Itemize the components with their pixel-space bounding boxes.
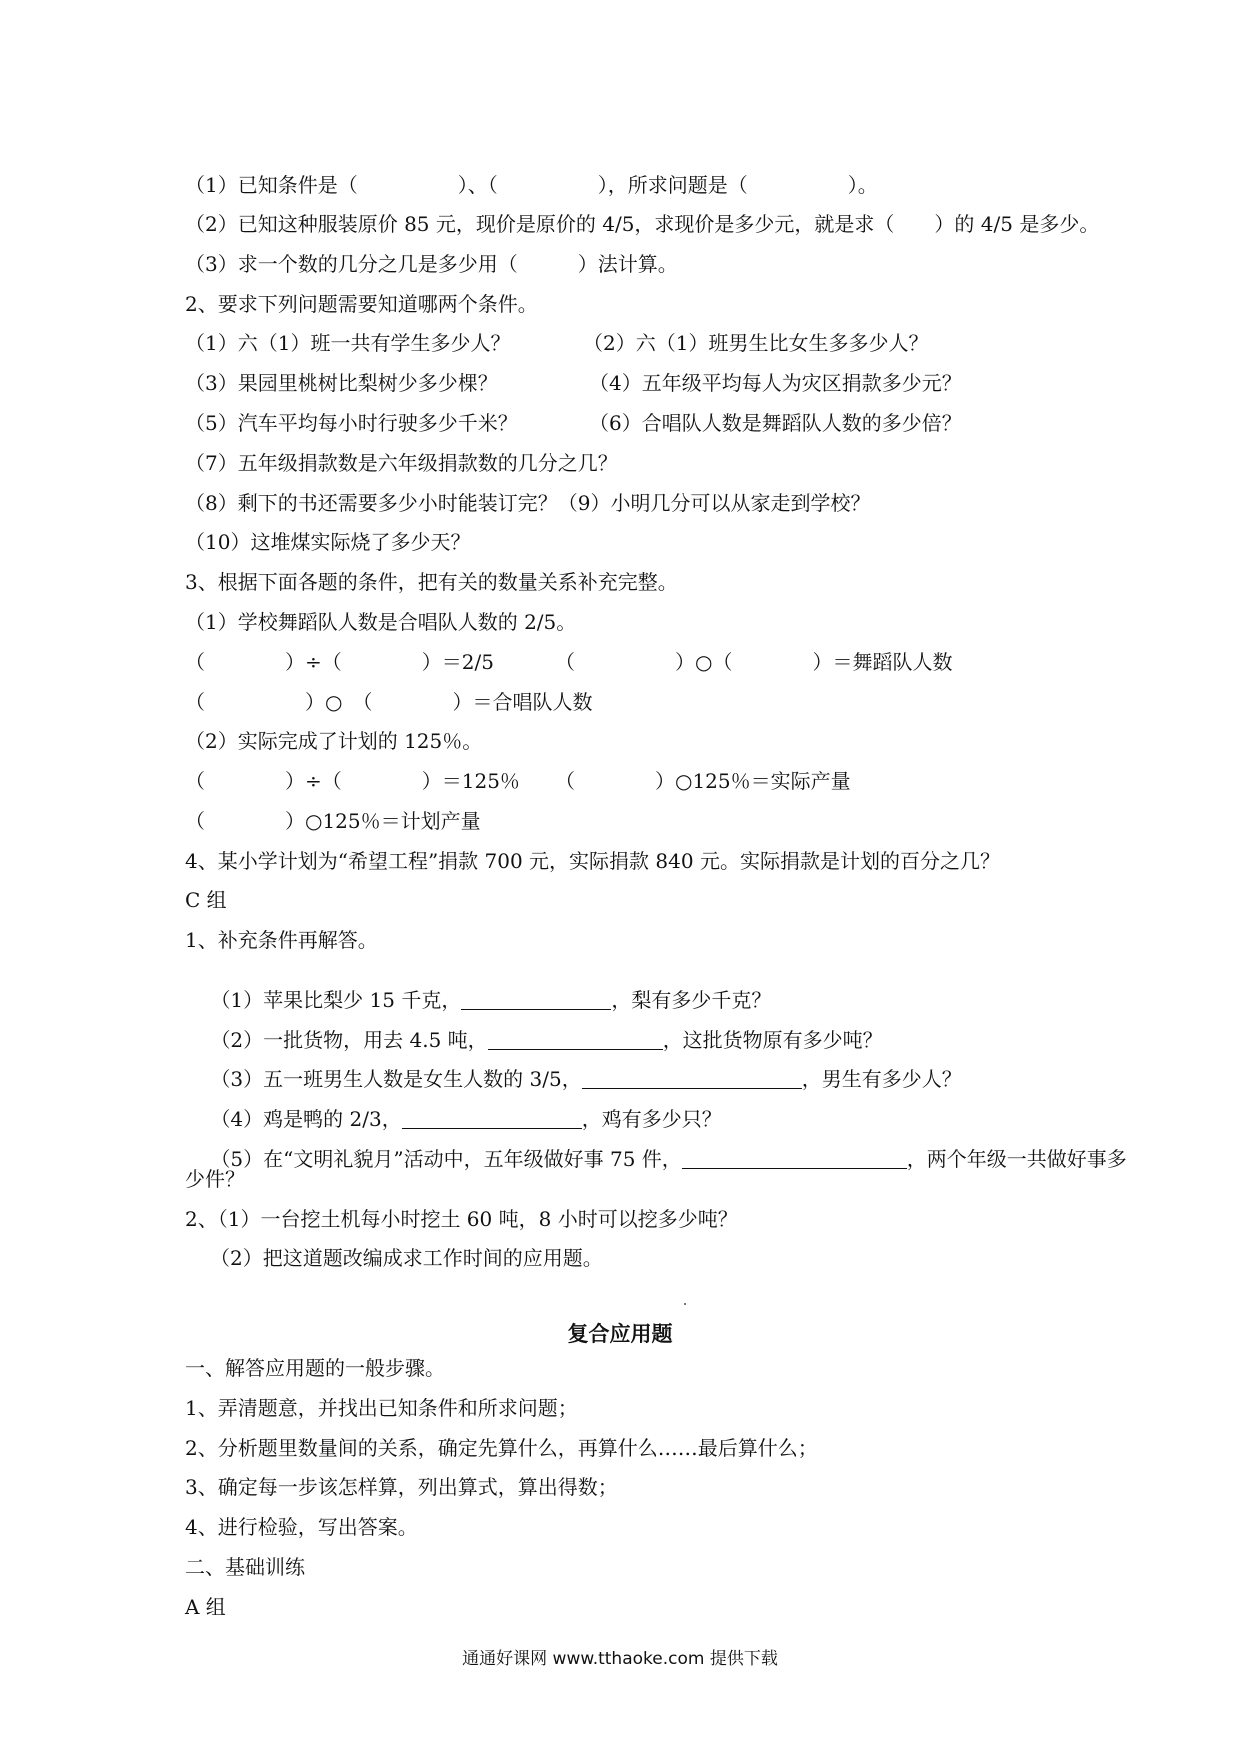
relation-line: （ ）÷（ ）＝2/5 <box>185 650 494 674</box>
question-text: ，鸡有多少只？ <box>581 1107 722 1131</box>
question-line: （2）实际完成了计划的 125％。 <box>185 729 483 753</box>
answer-blank <box>582 1070 802 1089</box>
question-line: （6）合唱队人数是舞蹈队人数的多少倍？ <box>589 411 962 435</box>
question-line: （1）学校舞蹈队人数是合唱队人数的 2/5。 <box>185 610 577 634</box>
question-line: （2）六（1）班男生比女生多多少人？ <box>583 331 929 355</box>
question-text: （1）苹果比梨少 15 千克， <box>210 988 462 1012</box>
question-line: 4、某小学计划为“希望工程”捐款 700 元，实际捐款 840 元。实际捐款是计划的百分之几？ <box>185 849 1000 873</box>
question-line: （1）已知条件是（ ）、（ ），所求问题是（ ）。 <box>185 173 878 197</box>
relation-line: （ ）○（ ）＝舞蹈队人数 <box>555 650 953 674</box>
question-text: （5）在“文明礼貌月”活动中，五年级做好事 75 件， <box>210 1147 682 1171</box>
question-text: （4）鸡是鸭的 2/3， <box>210 1107 402 1131</box>
question-text: ，梨有多少千克？ <box>611 988 772 1012</box>
question-line: （10）这堆煤实际烧了多少天？ <box>185 530 471 554</box>
relation-line: （ ）○125％＝计划产量 <box>185 809 481 833</box>
page-title: 复合应用题 <box>567 1321 673 1346</box>
relation-line: （ ）÷（ ）＝125％ <box>185 769 520 793</box>
question-line: （3）求一个数的几分之几是多少用（ ）法计算。 <box>185 252 678 276</box>
relation-line: （ ）○ （ ）＝合唱队人数 <box>185 690 593 714</box>
question-text: （3）五一班男生人数是女生人数的 3/5， <box>210 1067 582 1091</box>
section-heading: 一、解答应用题的一般步骤。 <box>185 1356 445 1380</box>
question-line: 2、（1）一台挖土机每小时挖土 60 吨，8 小时可以挖多少吨？ <box>185 1207 738 1231</box>
section-heading: 1、补充条件再解答。 <box>185 928 378 952</box>
question-line: （8）剩下的书还需要多少小时能装订完？（9）小明几分可以从家走到学校？ <box>185 491 871 515</box>
question-line: （2）已知这种服装原价 85 元，现价是原价的 4/5，求现价是多少元，就是求（ ）的 4/5 是多少。 <box>185 212 1100 236</box>
group-label: C 组 <box>185 888 227 912</box>
question-text: ，男生有多少人？ <box>801 1067 962 1091</box>
step-line: 3、确定每一步该怎样算，列出算式，算出得数； <box>185 1475 618 1499</box>
answer-blank <box>488 1031 663 1050</box>
step-line: 2、分析题里数量间的关系，确定先算什么，再算什么……最后算什么； <box>185 1436 818 1460</box>
question-line: 少件？ <box>185 1167 245 1191</box>
question-line: （1）六（1）班一共有学生多少人？ <box>185 331 511 355</box>
footer-text: 通通好课网 www.tthaoke.com 提供下载 <box>462 1649 778 1669</box>
question-line: （7）五年级捐款数是六年级捐款数的几分之几？ <box>185 451 618 475</box>
step-line: 4、进行检验，写出答案。 <box>185 1515 418 1539</box>
section-heading: 2、要求下列问题需要知道哪两个条件。 <box>185 292 538 316</box>
question-line: （3）果园里桃树比梨树少多少棵？ <box>185 371 498 395</box>
question-line: （4）五年级平均每人为灾区捐款多少元？ <box>589 371 962 395</box>
fill-question <box>185 1129 1127 1189</box>
question-line: （2）把这道题改编成求工作时间的应用题。 <box>210 1246 603 1270</box>
question-text: ，这批货物原有多少吨？ <box>662 1028 883 1052</box>
question-text: （2）一批货物，用去 4.5 吨， <box>210 1028 488 1052</box>
section-heading: 二、基础训练 <box>185 1555 305 1579</box>
group-label: A 组 <box>185 1595 226 1619</box>
answer-blank <box>402 1110 582 1129</box>
answer-blank <box>461 991 611 1010</box>
question-text: ，两个年级一共做好事多 <box>906 1147 1127 1171</box>
answer-blank <box>682 1150 907 1169</box>
section-heading: 3、根据下面各题的条件，把有关的数量关系补充完整。 <box>185 570 678 594</box>
step-line: 1、弄清题意，并找出已知条件和所求问题； <box>185 1396 578 1420</box>
relation-line: （ ）○125％＝实际产量 <box>555 769 851 793</box>
question-line: （5）汽车平均每小时行驶多少千米？ <box>185 411 518 435</box>
stray-dot <box>684 1303 686 1305</box>
